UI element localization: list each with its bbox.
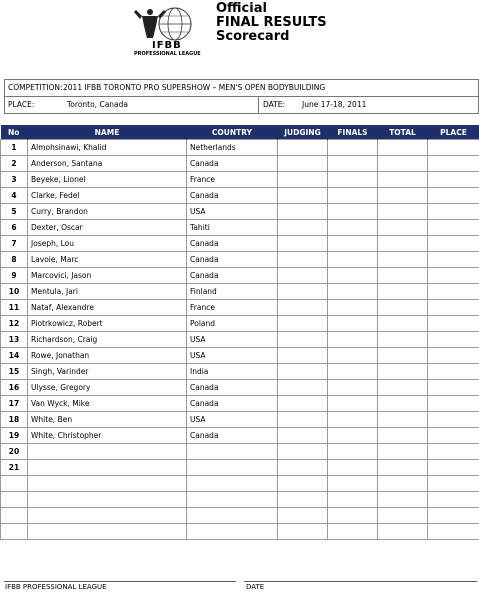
cell-judging [278, 284, 328, 300]
cell-finals [328, 284, 378, 300]
col-header-no: No [1, 125, 28, 140]
place-label: PLACE: [8, 100, 35, 109]
cell-place [428, 348, 479, 364]
table-row [1, 348, 479, 364]
col-header-country: COUNTRY [187, 125, 278, 140]
cell-country [187, 476, 278, 492]
cell-place [428, 364, 479, 380]
cell-finals [328, 476, 378, 492]
results-body [1, 140, 479, 540]
cell-name: Clarke, Fedel [28, 188, 187, 204]
cell-finals [328, 364, 378, 380]
cell-name [28, 460, 187, 476]
cell-no: 5 [1, 204, 28, 220]
cell-judging [278, 172, 328, 188]
cell-name [28, 444, 187, 460]
date-value: June 17-18, 2011 [302, 100, 367, 109]
cell-country: USA [187, 204, 278, 220]
cell-place [428, 204, 479, 220]
cell-no: 17 [1, 396, 28, 412]
table-row [1, 204, 479, 220]
cell-place [428, 284, 479, 300]
col-header-name: NAME [28, 125, 187, 140]
cell-no: 14 [1, 348, 28, 364]
cell-judging [278, 332, 328, 348]
cell-place [428, 268, 479, 284]
cell-no [1, 476, 28, 492]
competition-label: COMPETITION: [8, 83, 63, 92]
cell-total [378, 172, 428, 188]
cell-no: 19 [1, 428, 28, 444]
place-date-row [5, 97, 478, 113]
cell-finals [328, 300, 378, 316]
cell-judging [278, 508, 328, 524]
table-row [1, 268, 479, 284]
cell-judging [278, 492, 328, 508]
competition-value: 2011 IFBB TORONTO PRO SUPERSHOW – MEN'S OPEN BODYBUILDING [63, 83, 326, 92]
cell-country: Canada [187, 396, 278, 412]
cell-no: 6 [1, 220, 28, 236]
cell-no: 12 [1, 316, 28, 332]
cell-judging [278, 364, 328, 380]
cell-place [428, 156, 479, 172]
cell-name: Van Wyck, Mike [28, 396, 187, 412]
signature-line-left [4, 581, 236, 582]
cell-total [378, 492, 428, 508]
cell-finals [328, 412, 378, 428]
cell-no: 1 [1, 140, 28, 156]
cell-country: France [187, 172, 278, 188]
cell-place [428, 380, 479, 396]
cell-no [1, 524, 28, 540]
cell-country: USA [187, 348, 278, 364]
table-row [1, 140, 479, 156]
table-row [1, 492, 479, 508]
cell-name: Richardson, Craig [28, 332, 187, 348]
cell-total [378, 332, 428, 348]
cell-finals [328, 460, 378, 476]
cell-name: Beyeke, Lionel [28, 172, 187, 188]
info-divider [258, 97, 259, 113]
cell-name [28, 508, 187, 524]
cell-judging [278, 524, 328, 540]
cell-judging [278, 460, 328, 476]
cell-finals [328, 348, 378, 364]
page-header [0, 0, 479, 64]
cell-place [428, 140, 479, 156]
cell-place [428, 492, 479, 508]
cell-finals [328, 380, 378, 396]
table-row [1, 220, 479, 236]
cell-no: 9 [1, 268, 28, 284]
cell-total [378, 300, 428, 316]
cell-finals [328, 396, 378, 412]
table-row [1, 300, 479, 316]
cell-finals [328, 172, 378, 188]
cell-country: Canada [187, 252, 278, 268]
cell-finals [328, 188, 378, 204]
cell-judging [278, 412, 328, 428]
table-row [1, 428, 479, 444]
cell-no [1, 508, 28, 524]
table-row [1, 508, 479, 524]
cell-country: Canada [187, 188, 278, 204]
cell-judging [278, 188, 328, 204]
cell-country: Canada [187, 156, 278, 172]
cell-no: 4 [1, 188, 28, 204]
cell-country: Canada [187, 380, 278, 396]
logo-subtext: PROFESSIONAL LEAGUE [134, 51, 201, 57]
cell-name: Dexter, Oscar [28, 220, 187, 236]
cell-finals [328, 236, 378, 252]
cell-place [428, 188, 479, 204]
cell-finals [328, 140, 378, 156]
cell-no: 15 [1, 364, 28, 380]
cell-name: Rowe, Jonathan [28, 348, 187, 364]
cell-name: White, Ben [28, 412, 187, 428]
table-row [1, 252, 479, 268]
competition-row [5, 80, 478, 97]
cell-country: Canada [187, 268, 278, 284]
cell-no: 8 [1, 252, 28, 268]
cell-place [428, 444, 479, 460]
cell-place [428, 220, 479, 236]
cell-finals [328, 316, 378, 332]
logo-text: IFBB [152, 40, 182, 51]
cell-place [428, 252, 479, 268]
cell-total [378, 428, 428, 444]
cell-place [428, 476, 479, 492]
cell-finals [328, 220, 378, 236]
cell-country [187, 508, 278, 524]
cell-judging [278, 380, 328, 396]
cell-country [187, 460, 278, 476]
cell-no: 13 [1, 332, 28, 348]
cell-name [28, 476, 187, 492]
cell-total [378, 316, 428, 332]
table-header-row [1, 125, 479, 140]
title-line-1: Official [216, 1, 267, 16]
cell-place [428, 332, 479, 348]
cell-place [428, 460, 479, 476]
table-row [1, 188, 479, 204]
footer-league: IFBB PROFESSIONAL LEAGUE [5, 583, 107, 591]
cell-finals [328, 524, 378, 540]
cell-finals [328, 204, 378, 220]
cell-place [428, 300, 479, 316]
cell-country [187, 492, 278, 508]
cell-finals [328, 252, 378, 268]
cell-total [378, 396, 428, 412]
cell-name: Piotrkowicz, Robert [28, 316, 187, 332]
cell-no: 11 [1, 300, 28, 316]
cell-judging [278, 268, 328, 284]
cell-place [428, 412, 479, 428]
col-header-place: PLACE [428, 125, 479, 140]
cell-place [428, 316, 479, 332]
cell-name: Anderson, Santana [28, 156, 187, 172]
cell-country: France [187, 300, 278, 316]
cell-place [428, 524, 479, 540]
title-line-2: FINAL RESULTS [216, 15, 327, 30]
cell-no [1, 492, 28, 508]
table-row [1, 284, 479, 300]
cell-finals [328, 444, 378, 460]
cell-judging [278, 348, 328, 364]
table-row [1, 156, 479, 172]
table-row [1, 476, 479, 492]
cell-country: India [187, 364, 278, 380]
cell-total [378, 476, 428, 492]
competition-info [4, 79, 479, 114]
cell-judging [278, 220, 328, 236]
cell-judging [278, 252, 328, 268]
cell-total [378, 188, 428, 204]
cell-name [28, 524, 187, 540]
cell-place [428, 508, 479, 524]
cell-place [428, 396, 479, 412]
cell-country [187, 444, 278, 460]
cell-country: Canada [187, 236, 278, 252]
table-row [1, 396, 479, 412]
results-table [0, 125, 479, 540]
title-line-3: Scorecard [216, 29, 290, 44]
cell-name: Singh, Varinder [28, 364, 187, 380]
cell-no: 2 [1, 156, 28, 172]
cell-name: Nataf, Alexandre [28, 300, 187, 316]
col-header-total: TOTAL [378, 125, 428, 140]
cell-country: Poland [187, 316, 278, 332]
cell-name: Ulysse, Gregory [28, 380, 187, 396]
cell-name: Marcovici, Jason [28, 268, 187, 284]
table-row [1, 332, 479, 348]
cell-total [378, 524, 428, 540]
cell-judging [278, 236, 328, 252]
cell-finals [328, 428, 378, 444]
cell-judging [278, 140, 328, 156]
cell-finals [328, 492, 378, 508]
cell-judging [278, 476, 328, 492]
cell-name: Lavoie, Marc [28, 252, 187, 268]
cell-name: Curry, Brandon [28, 204, 187, 220]
cell-name: Joseph, Lou [28, 236, 187, 252]
cell-place [428, 172, 479, 188]
cell-no: 7 [1, 236, 28, 252]
cell-name: Mentula, Jari [28, 284, 187, 300]
cell-no: 20 [1, 444, 28, 460]
cell-no: 10 [1, 284, 28, 300]
cell-total [378, 236, 428, 252]
table-row [1, 364, 479, 380]
cell-total [378, 268, 428, 284]
cell-total [378, 444, 428, 460]
table-row [1, 460, 479, 476]
cell-country: Finland [187, 284, 278, 300]
table-row [1, 172, 479, 188]
cell-total [378, 508, 428, 524]
cell-place [428, 428, 479, 444]
cell-judging [278, 300, 328, 316]
cell-judging [278, 156, 328, 172]
place-value: Toronto, Canada [67, 100, 128, 109]
scorecard-title [216, 2, 327, 44]
cell-no: 3 [1, 172, 28, 188]
cell-total [378, 220, 428, 236]
cell-finals [328, 156, 378, 172]
cell-total [378, 460, 428, 476]
cell-place [428, 236, 479, 252]
date-label: DATE: [263, 100, 286, 109]
cell-total [378, 252, 428, 268]
cell-total [378, 140, 428, 156]
cell-country: Tahiti [187, 220, 278, 236]
cell-total [378, 364, 428, 380]
cell-country [187, 524, 278, 540]
footer-date: DATE [246, 583, 265, 591]
col-header-finals: FINALS [328, 125, 378, 140]
col-header-judging: JUDGING [278, 125, 328, 140]
table-row [1, 524, 479, 540]
cell-country: USA [187, 412, 278, 428]
cell-name [28, 492, 187, 508]
cell-finals [328, 508, 378, 524]
table-row [1, 316, 479, 332]
cell-no: 18 [1, 412, 28, 428]
cell-judging [278, 316, 328, 332]
cell-country: USA [187, 332, 278, 348]
cell-total [378, 284, 428, 300]
cell-no: 16 [1, 380, 28, 396]
cell-total [378, 348, 428, 364]
table-row [1, 444, 479, 460]
cell-total [378, 380, 428, 396]
cell-judging [278, 396, 328, 412]
cell-finals [328, 332, 378, 348]
cell-name: White, Christopher [28, 428, 187, 444]
cell-judging [278, 428, 328, 444]
table-row [1, 380, 479, 396]
table-row [1, 236, 479, 252]
cell-total [378, 156, 428, 172]
cell-judging [278, 444, 328, 460]
cell-name: Almohsinawi, Khalid [28, 140, 187, 156]
signature-line-right [244, 581, 477, 582]
cell-total [378, 204, 428, 220]
table-row [1, 412, 479, 428]
cell-judging [278, 204, 328, 220]
cell-country: Netherlands [187, 140, 278, 156]
cell-total [378, 412, 428, 428]
cell-country: Canada [187, 428, 278, 444]
cell-finals [328, 268, 378, 284]
cell-no: 21 [1, 460, 28, 476]
